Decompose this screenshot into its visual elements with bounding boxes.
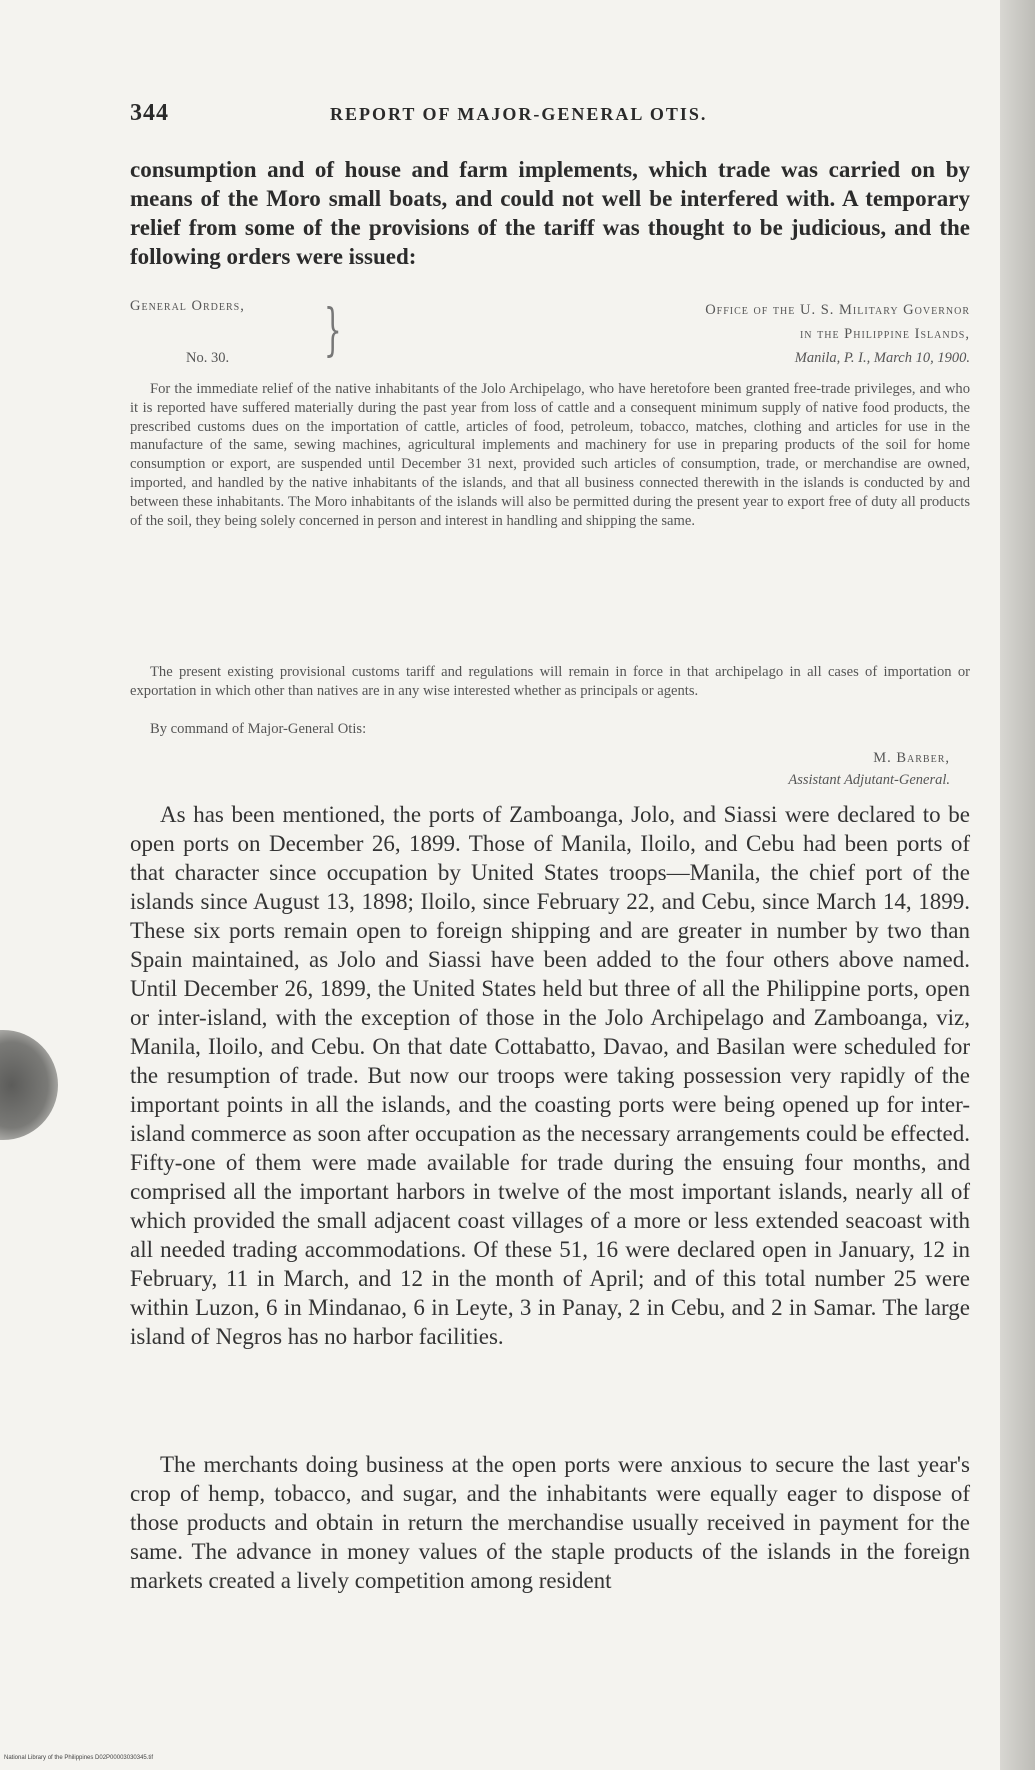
signer-name: M. Barber,: [873, 750, 950, 766]
order-text-1: For the immediate relief of the native inhabitants of the Jolo Archipelago, who have heretofore been granted free-trade privileges, and who it is reported have suffered materially during the past year from loss of cattle and a consequent minimum supply of native food products, the prescribed customs dues on the importation of cattle, articles of food, petroleum, tobacco, matches, clothing and articles for use in the manufacture of the same, sewing machines, agricultural implements and machinery for use in preparing products of the soil for home consumption or export, are suspended until December 31 next, provided such articles of consumption, trade, or merchandise are owned, imported, and handled by the native inhabitants of the islands, and that all business connected therewith in the islands is conducted by and between these inhabitants. The Moro inhabitants of the islands will also be permitted during the present year to export free of duty all products of the soil, they being solely concerned in person and interest in handling and shipping the same.: [130, 381, 970, 529]
page-header: [130, 100, 980, 130]
running-head: REPORT OF MAJOR-GENERAL OTIS.: [330, 104, 708, 124]
order-command: By command of Major-General Otis:: [150, 721, 367, 737]
book-edge-shadow: [1000, 0, 1035, 1770]
office-line-3: Manila, P. I., March 10, 1900.: [794, 350, 970, 366]
brace-glyph: }: [323, 298, 342, 363]
office-line-2: in the Philippine Islands,: [799, 326, 970, 342]
general-order-heading: [130, 298, 970, 376]
order-signature: [788, 747, 950, 791]
order-label: General Orders,: [130, 298, 245, 314]
office-line-1: Office of the U. S. Military Governor: [705, 302, 970, 318]
paragraph-2: As has been mentioned, the ports of Zamboanga, Jolo, and Siassi were declared to be open ports on December 26, 1899. Those of Manila, Iloilo, and Cebu had been ports of that character since occupation by United States troops—Manila, the chief port of the islands since August 13, 1898; Iloilo, since February 22, and Cebu, since March 14, 1899. These six ports remain open to foreign shipping and are greater in number by two than Spain maintained, as Jolo and Siassi have been added to the four others above named. Until December 26, 1899, the United States held but three of all the Philippine ports, open or inter-island, with the exception of those in the Jolo Archipelago and Zamboanga, viz, Manila, Iloilo, and Cebu. On that date Cottabatto, Davao, and Basilan were scheduled for the resumption of trade. But now our troops were taking possession very rapidly of the important points in all the islands, and the coasting ports were being opened up for inter-island commerce as soon after occupation as the necessary arrangements could be effected. Fifty-one of them were made available for trade during the ensuing four months, and comprised all the important harbors in twelve of the most important islands, nearly all of which provided the small adjacent coast villages of a more or less extended seacoast with all needed trading accommodations. Of these 51, 16 were declared open in January, 12 in February, 11 in March, and 12 in the month of April; and of this total number 25 were within Luzon, 6 in Mindanao, 6 in Leyte, 3 in Panay, 2 in Cebu, and 2 in Samar. The large island of Negros has no harbor facilities.: [130, 802, 970, 1349]
order-office: [705, 298, 970, 370]
order-number: No. 30.: [186, 350, 230, 366]
paragraph-3: The merchants doing business at the open ports were anxious to secure the last year's crop of hemp, tobacco, and sugar, and the inhabitants were equally eager to dispose of those products and obtain in return the merchandise usually received in payment for the same. The advance in money values of the staple products of the islands in the foreign markets created a lively competition among resident: [130, 1452, 970, 1593]
paragraph-1: consumption and of house and farm implements, which trade was carried on by means of the Moro small boats, and could not well be interfered with. A temporary relief from some of the provisions of the tariff was thought to be judicious, and the following orders were issued:: [130, 157, 970, 269]
page-number: 344: [130, 100, 169, 126]
signer-title: Assistant Adjutant-General.: [788, 772, 950, 788]
scan-footer: National Library of the Philippines D02P00003030345.tif: [4, 1755, 154, 1761]
order-text-2: The present existing provisional customs tariff and regulations will remain in force in that archipelago in all cases of importation or exportation in which other than natives are in any wise interested whether as principals or agents.: [130, 664, 970, 699]
